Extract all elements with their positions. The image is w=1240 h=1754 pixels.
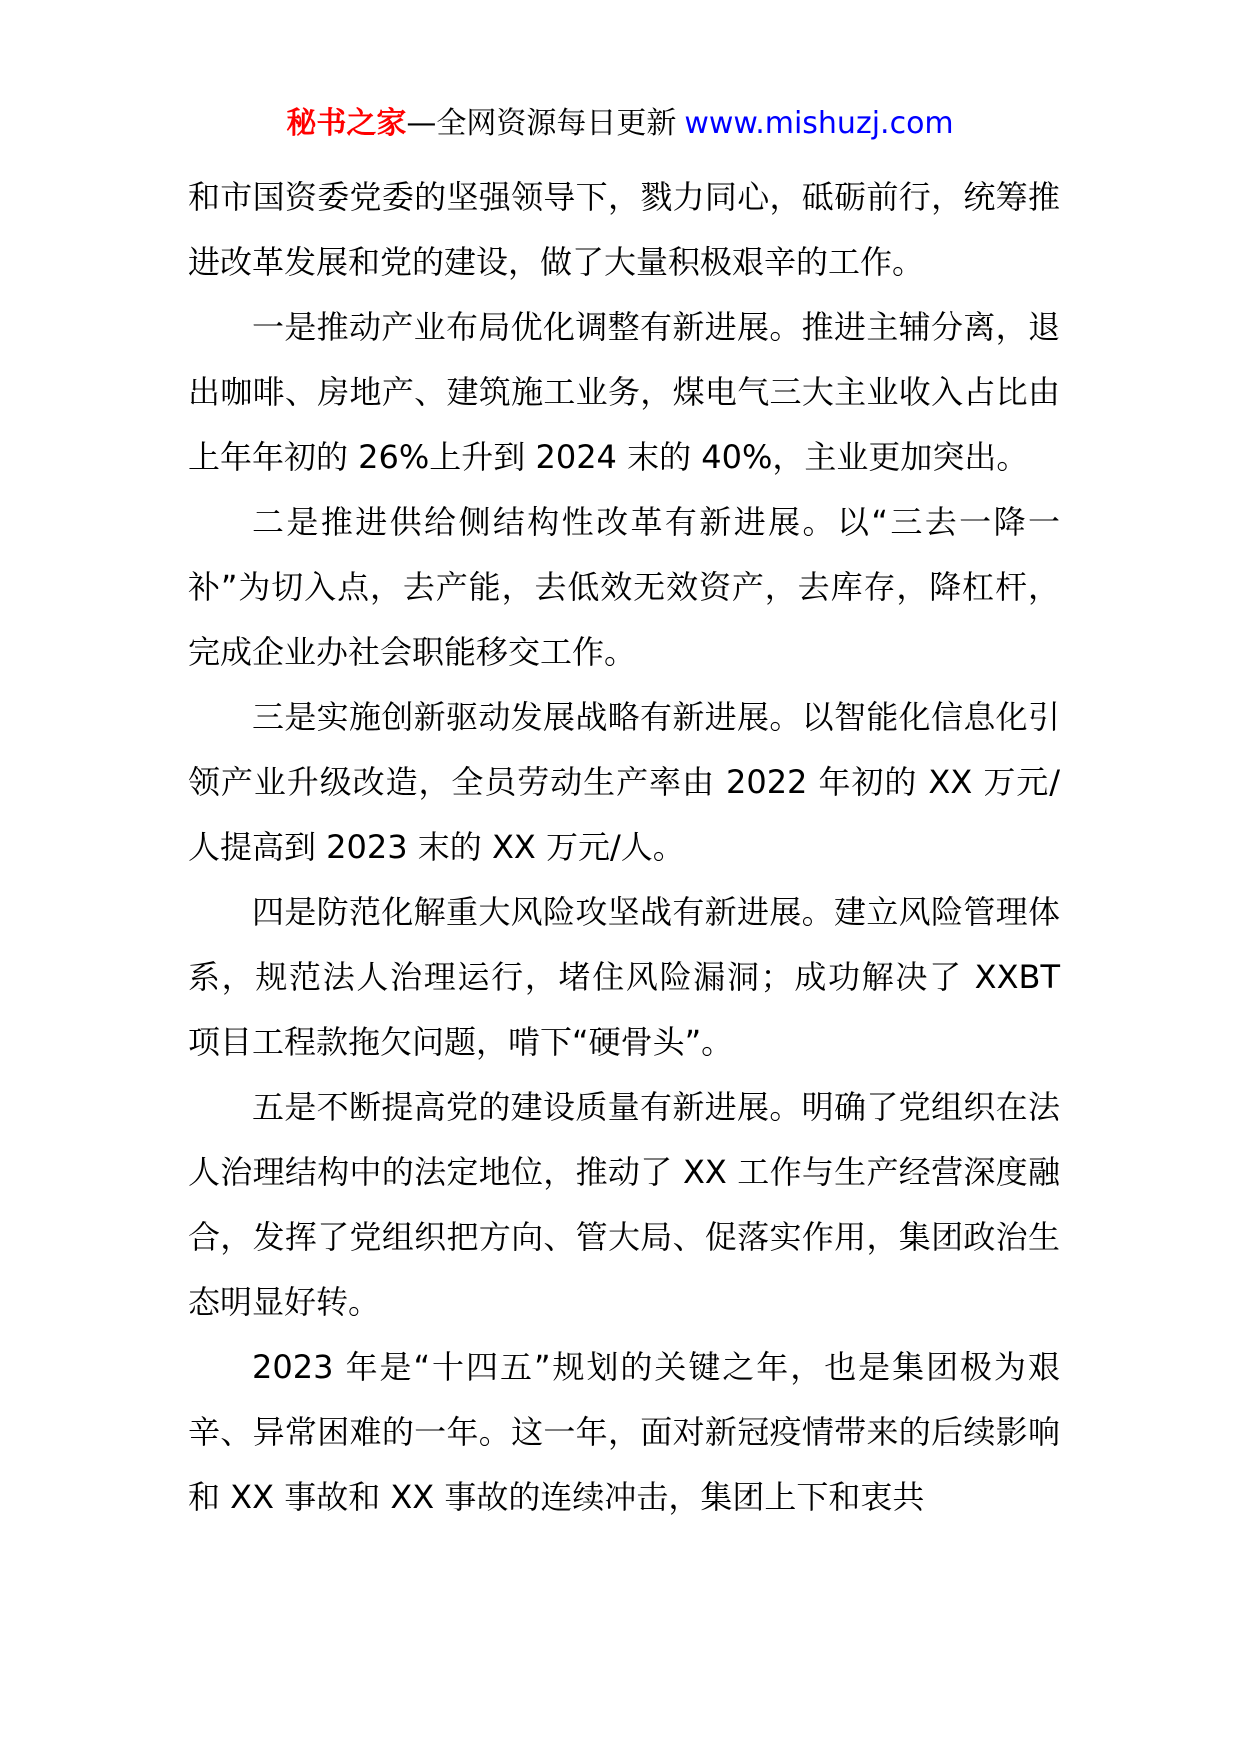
site-tagline: —全网资源每日更新	[406, 106, 677, 141]
paragraph-party-building: 五是不断提高党的建设质量有新进展。明确了党组织在法人治理结构中的法定地位，推动了 XX 工作与生产经营深度融合，发挥了党组织把方向、管大局、促落实作用，集团政治生态明显好转。	[188, 1088, 1060, 1321]
document-body	[188, 165, 1060, 1530]
paragraph-innovation-strategy: 三是实施创新驱动发展战略有新进展。以智能化信息化引领产业升级改造，全员劳动生产率由 2022 年初的 XX 万元/人提高到 2023 末的 XX 万元/人。	[188, 698, 1060, 866]
page-header	[0, 104, 1240, 144]
site-url-link[interactable]: www.mishuzj.com	[684, 106, 954, 141]
site-brand: 秘书之家	[286, 106, 407, 141]
paragraph-risk-prevention: 四是防范化解重大风险攻坚战有新进展。建立风险管理体系，规范法人治理运行，堵住风险漏洞；成功解决了 XXBT 项目工程款拖欠问题，啃下“硬骨头”。	[188, 893, 1060, 1061]
paragraph-year-summary: 2023 年是“十四五”规划的关键之年，也是集团极为艰辛、异常困难的一年。这一年，面对新冠疫情带来的后续影响和 XX 事故和 XX 事故的连续冲击，集团上下和衷共	[188, 1348, 1060, 1516]
paragraph-continued: 和市国资委党委的坚强领导下，戮力同心，砥砺前行，统筹推进改革发展和党的建设，做了大量积极艰辛的工作。	[188, 178, 1060, 281]
paragraph-supply-side-reform: 二是推进供给侧结构性改革有新进展。以“三去一降一补”为切入点，去产能，去低效无效资产，去库存，降杠杆，完成企业办社会职能移交工作。	[188, 503, 1060, 671]
paragraph-industry-layout: 一是推动产业布局优化调整有新进展。推进主辅分离，退出咖啡、房地产、建筑施工业务，煤电气三大主业收入占比由上年年初的 26%上升到 2024 末的 40%，主业更加突出。	[188, 308, 1060, 476]
